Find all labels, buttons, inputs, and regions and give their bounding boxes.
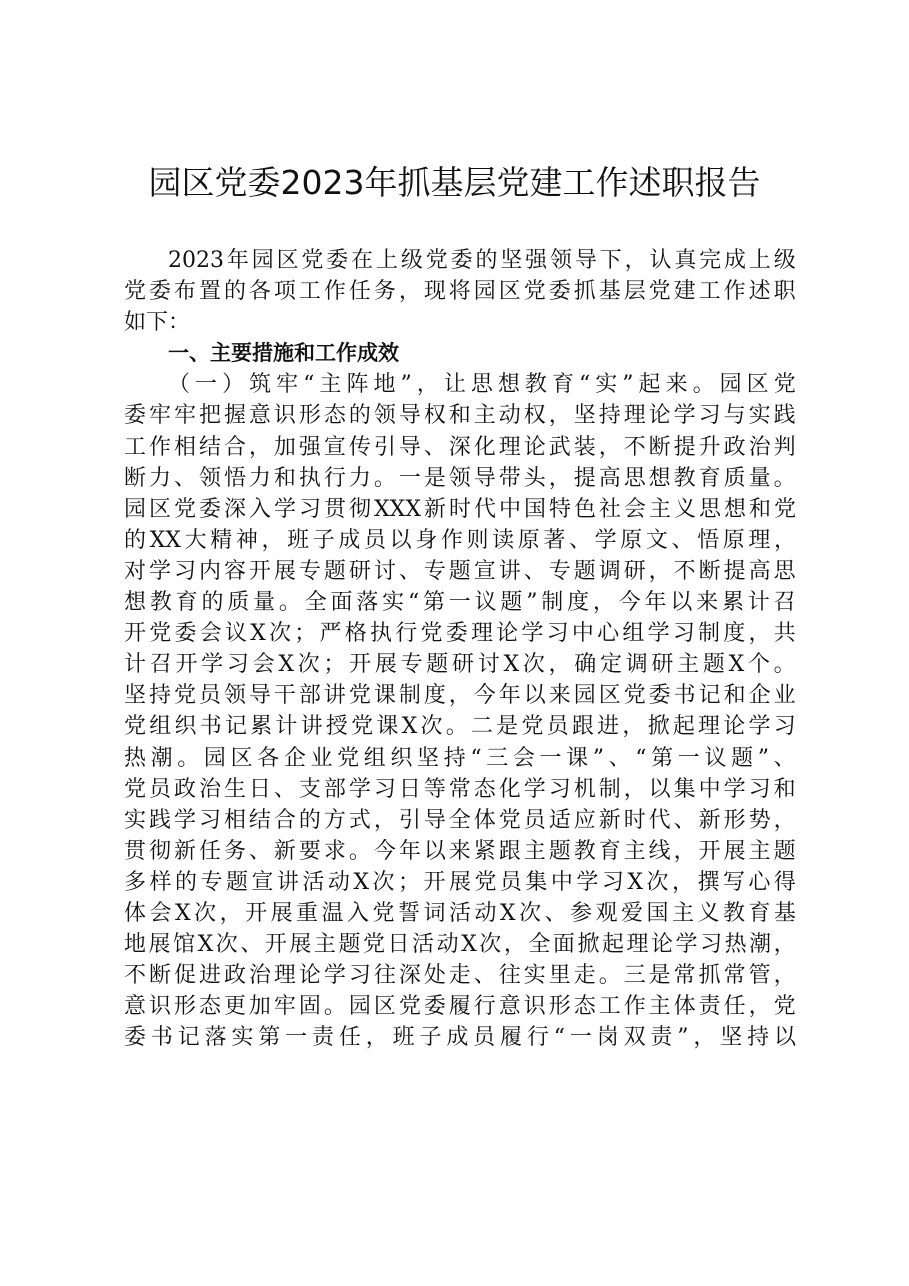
paragraph-line: 的 XX 大 精 神 ， 班 子 成 员 以 身 作 则 读 原 著 、 学 原 文 、 悟 原 理 ， [124,527,796,553]
paragraph-line: 党 委 布 置 的 各 项 工 作 任 务 ， 现 将 园 区 党 委 抓 基 层 党 建 工 作 述 职 [124,279,796,305]
paragraph-line: 党 组 织 书 记 累 计 讲 授 党 课 X 次 。 二 是 党 员 跟 进 ， 掀 起 理 论 学 习 [124,714,796,740]
paragraph-line: 热 潮 。 园 区 各 企 业 党 组 织 坚 持 “ 三 会 一 课 ” 、 “ 第 一 议 题 ” 、 [124,745,796,771]
paragraph-line: 不 断 促 进 政 治 理 论 学 习 往 深 处 走 、 往 实 里 走 。 三 是 常 抓 常 管 ， [124,963,796,989]
document-body [124,245,796,1053]
paragraph-line: 实 践 学 习 相 结 合 的 方 式 ， 引 导 全 体 党 员 适 应 新 时 代 、 新 形 势 ， [124,807,796,833]
paragraph-line: 断 力 、 领 悟 力 和 执 行 力 。 一 是 领 导 带 头 ， 提 高 思 想 教 育 质 量 。 [124,465,796,491]
paragraph-line: 如下： [124,310,191,336]
paragraph-line: 多 样 的 专 题 宣 讲 活 动 X 次 ； 开 展 党 员 集 中 学 习 X 次 ， 撰 写 心 得 [124,869,796,895]
paragraph-line: 委 牢 牢 把 握 意 识 形 态 的 领 导 权 和 主 动 权 ， 坚 持 理 论 学 习 与 实 践 [124,403,796,429]
paragraph-line: 对 学 习 内 容 开 展 专 题 研 讨 、 专 题 宣 讲 、 专 题 调 研 ， 不 断 提 高 思 [124,558,796,584]
paragraph-line: 意 识 形 态 更 加 牢 固 。 园 区 党 委 履 行 意 识 形 态 工 作 主 体 责 任 ， 党 [124,994,796,1020]
paragraph-line: 工 作 相 结 合 ， 加 强 宣 传 引 导 、 深 化 理 论 武 装 ， 不 断 提 升 政 治 判 [124,434,796,460]
paragraph-line: 党 员 政 治 生 日 、 支 部 学 习 日 等 常 态 化 学 习 机 制 ， 以 集 中 学 习 和 [124,776,796,802]
paragraph-line: 2023 年 园 区 党 委 在 上 级 党 委 的 坚 强 领 导 下 ， 认 真 完 成 上 级 [168,248,796,273]
paragraph-line: 贯 彻 新 任 务 、 新 要 求 。 今 年 以 来 紧 跟 主 题 教 育 主 线 ， 开 展 主 题 [124,838,796,864]
paragraph-line: 坚 持 党 员 领 导 干 部 讲 党 课 制 度 ， 今 年 以 来 园 区 党 委 书 记 和 企 业 [124,683,796,709]
paragraph-line: 开 党 委 会 议 X 次 ； 严 格 执 行 党 委 理 论 学 习 中 心 组 学 习 制 度 ， 共 [124,621,796,647]
paragraph-line: 地 展 馆 X 次 、 开 展 主 题 党 日 活 动 X 次 ， 全 面 掀 起 理 论 学 习 热 潮 ， [124,932,796,958]
paragraph-line: （ 一 ） 筑 牢 “ 主 阵 地 ” ， 让 思 想 教 育 “ 实 ” 起 来 。 园 区 党 [168,372,796,398]
document-title: 园区党委2023年抓基层党建工作述职报告 [148,163,761,202]
section-heading: 一、主要措施和工作成效 [168,341,399,366]
paragraph-line: 体 会 X 次 ， 开 展 重 温 入 党 誓 词 活 动 X 次 、 参 观 爱 国 主 义 教 育 基 [124,900,796,926]
paragraph-line: 委 书 记 落 实 第 一 责 任 ， 班 子 成 员 履 行 “ 一 岗 双 责 ” ， 坚 持 以 [124,1025,796,1051]
paragraph-line: 想 教 育 的 质 量 。 全 面 落 实 “ 第 一 议 题 ” 制 度 ， 今 年 以 来 累 计 召 [124,590,796,616]
paragraph-line: 计 召 开 学 习 会 X 次 ； 开 展 专 题 研 讨 X 次 ， 确 定 调 研 主 题 X 个 。 [124,652,796,678]
paragraph-line: 园 区 党 委 深 入 学 习 贯 彻 XXX 新 时 代 中 国 特 色 社 会 主 义 思 想 和 党 [124,496,796,522]
